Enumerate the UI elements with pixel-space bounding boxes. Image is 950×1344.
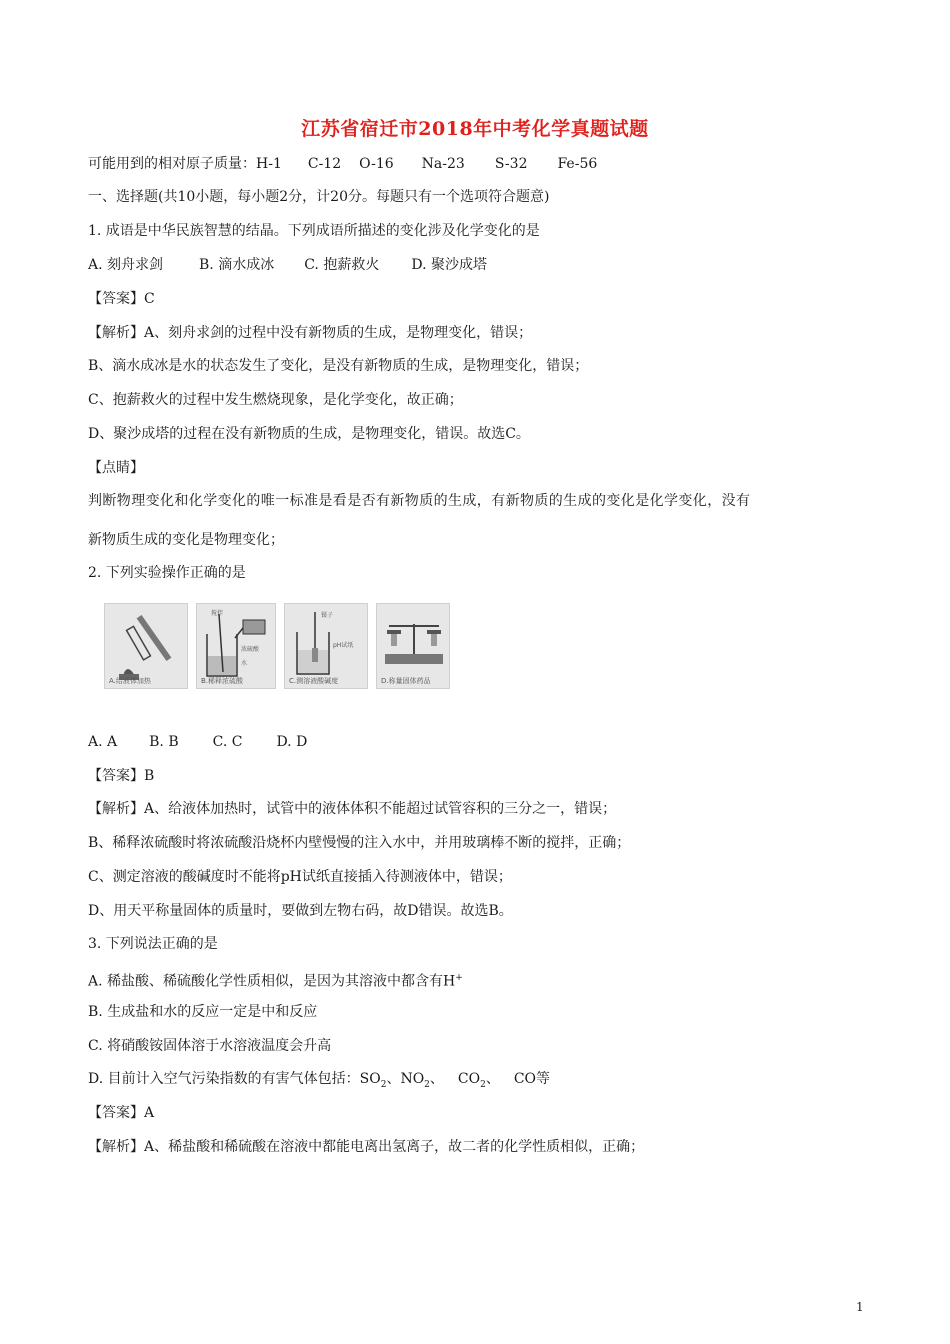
q1-option-a: A. 刻舟求剑 [88, 257, 164, 273]
q1-analysis-b: B、滴水成冰是水的状态发生了变化，是没有新物质的生成，是物理变化，错误； [88, 358, 589, 374]
mass-c: C-12 [307, 156, 342, 172]
mass-s: S-32 [494, 156, 528, 172]
mass-na: Na-23 [421, 156, 465, 172]
formula-no2 [400, 1071, 430, 1090]
q1-tip-line2: 新物质生成的变化是物理变化； [88, 532, 284, 548]
page-number: 1 [856, 1300, 864, 1314]
figure-c [284, 603, 368, 689]
separator: 、 [386, 1071, 401, 1087]
q1-option-b: B. 滴水成冰 [199, 257, 275, 273]
figure-c-label-ph-paper: pH试纸 [333, 642, 354, 649]
formula-so2 [359, 1071, 387, 1090]
figure-d [376, 603, 450, 689]
q3-answer: 【答案】A [88, 1105, 155, 1121]
q3-option-a-text: A. 稀盐酸、稀硫酸化学性质相似，是因为其溶液中都含有H [88, 973, 456, 990]
q2-option-a: A. A [88, 734, 118, 750]
q1-analysis-c: C、抱薪救火的过程中发生燃烧现象，是化学变化，故正确； [88, 392, 463, 408]
figure-b-label-water: 水 [241, 660, 248, 667]
figure-a [104, 603, 188, 689]
atomic-masses [88, 154, 597, 174]
separator: 、 [485, 1071, 500, 1087]
q2-answer: 【答案】B [88, 768, 155, 784]
formula-so2-sub: 2 [380, 1079, 387, 1090]
q2-option-d: D. D [276, 734, 308, 750]
q2-options [88, 732, 307, 752]
q2-option-b: B. B [149, 734, 179, 750]
q1-option-c: C. 抱薪救火 [304, 257, 380, 273]
q1-tip-heading: 【点睛】 [88, 460, 144, 476]
q2-figures [104, 603, 450, 691]
figure-c-caption: C.测溶液酸碱度 [289, 677, 339, 685]
figure-b-label-acid: 浓硫酸 [241, 646, 260, 653]
q1-option-d: D. 聚沙成塔 [411, 257, 487, 273]
q1-answer: 【答案】C [88, 291, 155, 307]
figure-a-caption: A.给液体加热 [109, 677, 151, 685]
formula-so2-base: SO [359, 1071, 381, 1087]
section-heading: 一、选择题(共10小题，每小题2分，计20分。每题只有一个选项符合题意) [88, 189, 550, 205]
formula-no2-base: NO [400, 1071, 425, 1087]
formula-co2-base: CO [457, 1071, 481, 1087]
q3-option-d [88, 1069, 550, 1095]
q3-analysis-a: 【解析】A、稀盐酸和稀硫酸在溶液中都能电离出氢离子，故二者的化学性质相似，正确； [88, 1139, 645, 1155]
q1-stem: 1. 成语是中华民族智慧的结晶。下列成语所描述的变化涉及化学变化的是 [88, 223, 540, 239]
separator: 、 [429, 1071, 444, 1087]
mass-fe: Fe-56 [557, 156, 598, 172]
q3-option-d-prefix: D. 目前计入空气污染指数的有害气体包括： [88, 1071, 360, 1087]
q3-option-a-charge: + [455, 973, 463, 983]
q3-option-c: C. 将硝酸铵固体溶于水溶液温度会升高 [88, 1038, 332, 1054]
q2-analysis-d: D、用天平称量固体的质量时，要做到左物右码，故D错误。故选B。 [88, 903, 513, 919]
q3-option-a [88, 968, 463, 992]
q1-analysis-a: 【解析】A、刻舟求剑的过程中没有新物质的生成，是物理变化，错误； [88, 325, 533, 341]
q3-stem: 3. 下列说法正确的是 [88, 936, 218, 952]
q1-tip-line1: 判断物理变化和化学变化的唯一标准是看是否有新物质的生成，有新物质的生成的变化是化学变化，没有 [88, 493, 751, 509]
formula-co2 [457, 1071, 486, 1090]
figure-b-caption: B.稀释浓硫酸 [201, 677, 244, 685]
q2-option-c: C. C [212, 734, 243, 750]
q2-analysis-b: B、稀释浓硫酸时将浓硫酸沿烧杯内壁慢慢的注入水中，并用玻璃棒不断的搅拌，正确； [88, 835, 631, 851]
q3-option-b: B. 生成盐和水的反应一定是中和反应 [88, 1004, 318, 1020]
mass-h: H-1 [256, 156, 282, 172]
q2-analysis-a: 【解析】A、给液体加热时，试管中的液体体积不能超过试管容积的三分之一，错误； [88, 801, 617, 817]
atomic-masses-label: 可能用到的相对原子质量： [88, 156, 256, 172]
q1-analysis-d: D、聚沙成塔的过程在没有新物质的生成，是物理变化，错误。故选C。 [88, 426, 530, 442]
figure-b-label-stir: 搅拌 [211, 610, 224, 617]
figure-c-label-tweezers: 镊子 [321, 612, 334, 619]
q1-options [88, 255, 487, 275]
formula-no2-sub: 2 [424, 1079, 430, 1090]
page-title: 江苏省宿迁市2018年中考化学真题试题 [301, 118, 649, 140]
formula-co2-sub: 2 [480, 1079, 486, 1090]
q2-analysis-c: C、测定溶液的酸碱度时不能将pH试纸直接插入待测液体中，错误； [88, 869, 512, 885]
mass-o: O-16 [359, 156, 394, 172]
q3-option-d-suffix: 等 [536, 1071, 551, 1087]
figure-d-caption: D.称量固体药品 [381, 677, 431, 685]
q2-stem: 2. 下列实验操作正确的是 [88, 565, 246, 581]
formula-co: CO [513, 1071, 537, 1087]
figure-b [196, 603, 276, 689]
